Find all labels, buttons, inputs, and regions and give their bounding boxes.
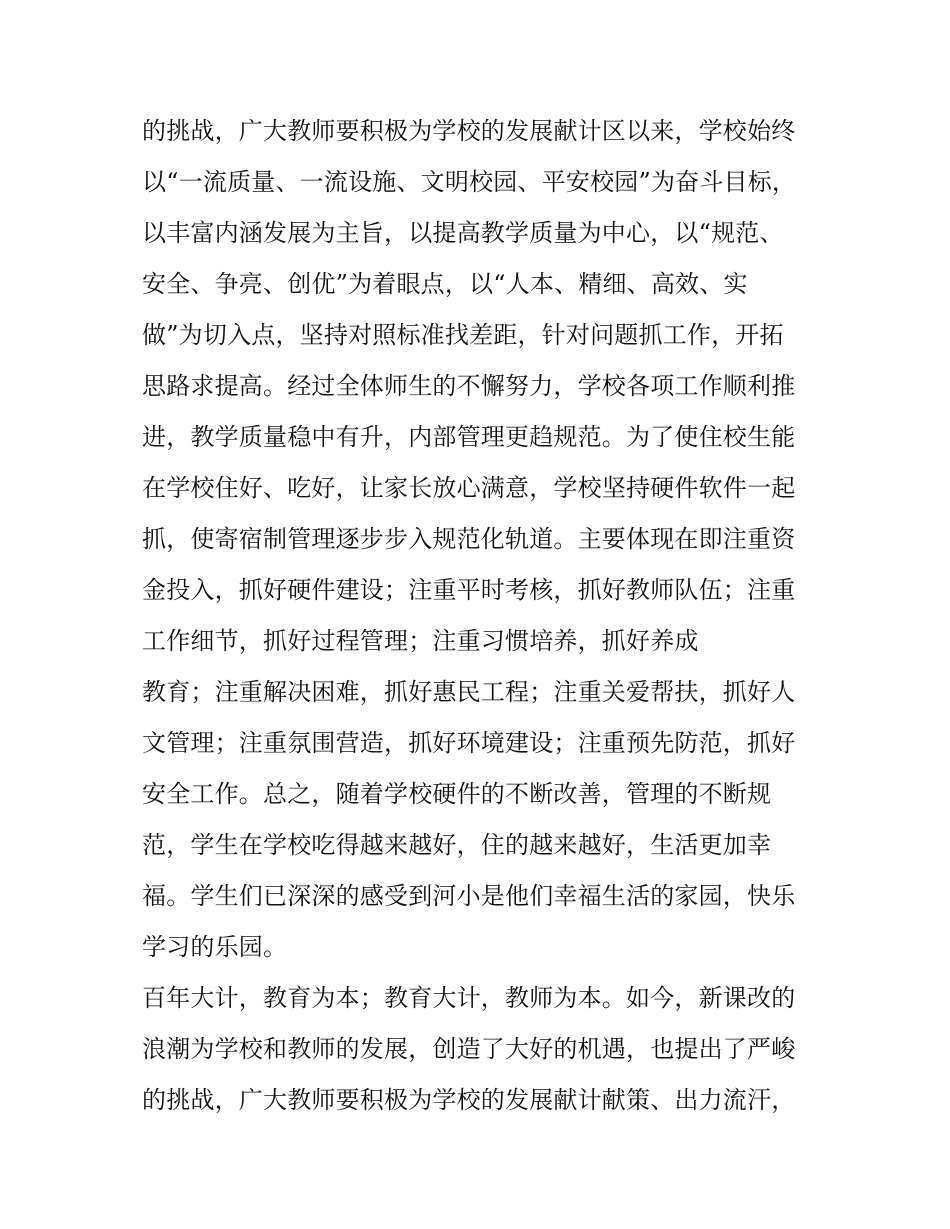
text-line: 安全工作。总之，随着学校硬件的不断改善，管理的不断规 — [142, 780, 772, 808]
text-line: 金投入，抓好硬件建设；注重平时考核，抓好教师队伍；注重 — [142, 576, 796, 604]
text-line: 工作细节，抓好过程管理；注重习惯培养，抓好养成 — [142, 627, 699, 655]
text-line: 思路求提高。经过全体师生的不懈努力，学校各项工作顺利推 — [142, 372, 796, 400]
text-line: 福。学生们已深深的感受到河小是他们幸福生活的家园，快乐 — [142, 882, 796, 910]
text-line: 在学校住好、吃好，让家长放心满意，学校坚持硬件软件一起 — [142, 474, 796, 502]
text-line: 教育；注重解决困难，抓好惠民工程；注重关爱帮扶，抓好人 — [142, 678, 796, 706]
text-line: 做”为切入点，坚持对照标准找差距，针对问题抓工作，开拓 — [142, 321, 784, 349]
document-body-text — [142, 106, 822, 1126]
text-line: 以“一流质量、一流设施、文明校园、平安校园”为奋斗目标， — [142, 168, 797, 196]
text-line: 学习的乐园。 — [142, 933, 288, 961]
text-line: 浪潮为学校和教师的发展，创造了大好的机遇，也提出了严峻 — [142, 1035, 796, 1063]
text-line: 的挑战，广大教师要积极为学校的发展献计献策、出力流汗， — [142, 1086, 796, 1114]
text-line: 百年大计，教育为本；教育大计，教师为本。如今，新课改的 — [142, 984, 796, 1012]
text-line: 文管理；注重氛围营造，抓好环境建设；注重预先防范，抓好 — [142, 729, 796, 757]
text-line: 安全、争亮、创优”为着眼点，以“人本、精细、高效、实 — [142, 270, 748, 298]
text-line: 以丰富内涵发展为主旨，以提高教学质量为中心，以“规范、 — [142, 219, 784, 247]
text-line: 范，学生在学校吃得越来越好，住的越来越好，生活更加幸 — [142, 831, 772, 859]
text-line: 抓，使寄宿制管理逐步步入规范化轨道。主要体现在即注重资 — [142, 525, 796, 553]
text-line: 进，教学质量稳中有升，内部管理更趋规范。为了使住校生能 — [142, 423, 796, 451]
text-line: 的挑战，广大教师要积极为学校的发展献计区以来，学校始终 — [142, 117, 796, 145]
